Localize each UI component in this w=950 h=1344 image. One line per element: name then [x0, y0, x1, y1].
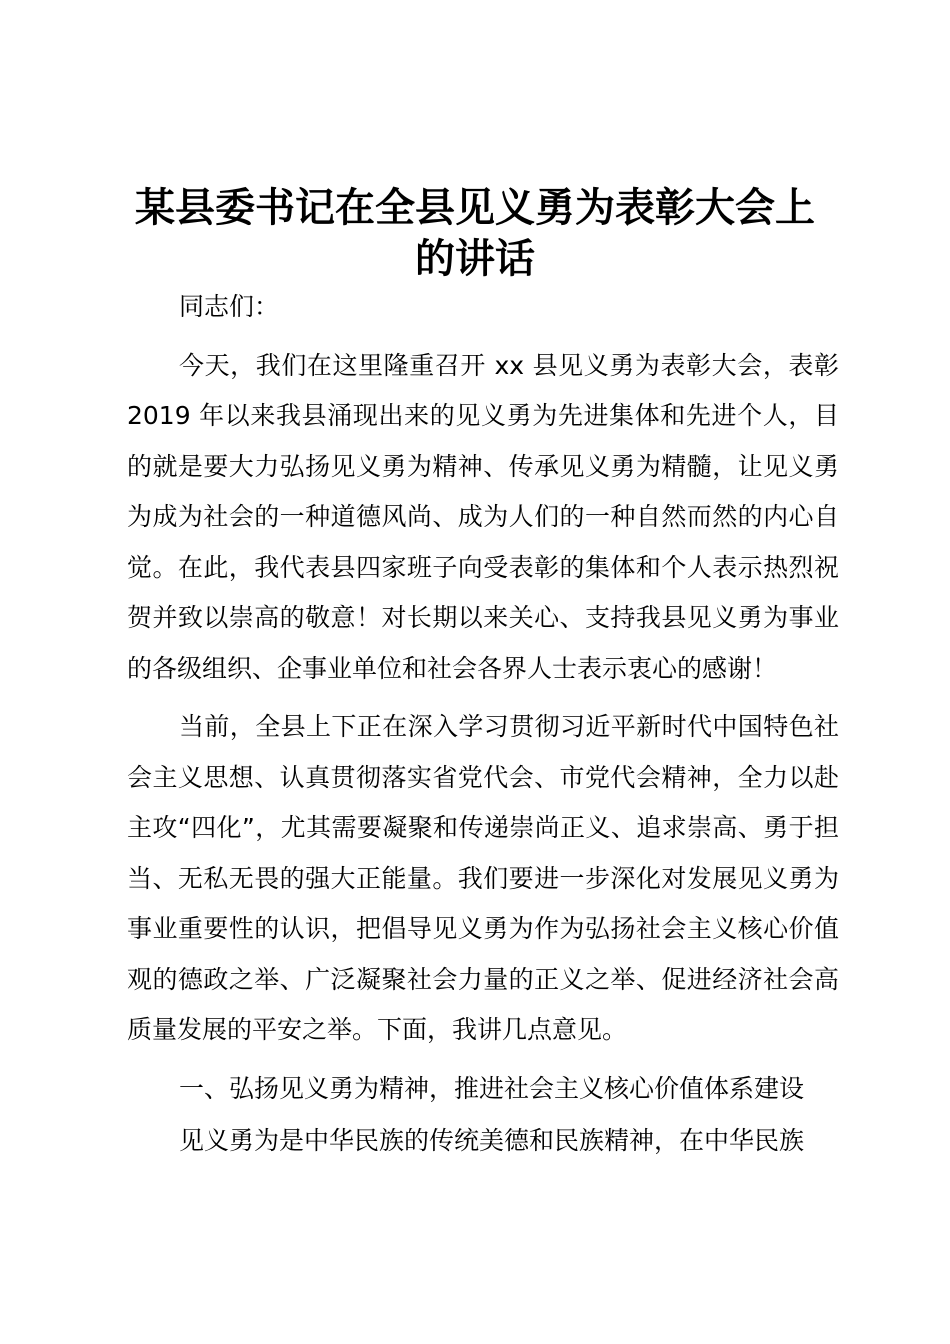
title-line-2: 的讲话: [415, 235, 535, 282]
paragraph-1: 今天，我们在这里隆重召开 xx 县见义勇为表彰大会，表彰 2019 年以来我县涌现出来的见义勇为先进集体和先进个人，目的就是要大力弘扬见义勇为精神、传承见义勇为精髓，让见义勇为成为社会的一种道德风尚、成为人们的一种自然而然的内心自觉。在此，我代表县四家班子向受表彰的集体和个人表示热烈祝贺并致以崇高的敬意！对长期以来关心、支持我县见义勇为事业的各级组织、企事业单位和社会各界人士表示衷心的感谢！: [127, 350, 839, 683]
paragraph-3: 见义勇为是中华民族的传统美德和民族精神，在中华民族: [179, 1126, 805, 1155]
title-line-1: 某县委书记在全县见义勇为表彰大会上: [135, 184, 815, 231]
document-title: [100, 182, 850, 284]
document-body: [127, 282, 839, 1167]
salutation: 同志们：: [179, 292, 280, 321]
section-heading: 一、弘扬见义勇为精神，推进社会主义核心价值体系建设: [179, 1073, 805, 1103]
paragraph-2: 当前，全县上下正在深入学习贯彻习近平新时代中国特色社会主义思想、认真贯彻落实省党代会、市党代会精神，全力以赴主攻“四化”，尤其需要凝聚和传递崇尚正义、追求崇高、勇于担当、无私无畏的强大正能量。我们要进一步深化对发展见义勇为事业重要性的认识，把倡导见义勇为作为弘扬社会主义核心价值观的德政之举、广泛凝聚社会力量的正义之举、促进经济社会高质量发展的平安之举。下面，我讲几点意见。: [127, 712, 839, 1044]
